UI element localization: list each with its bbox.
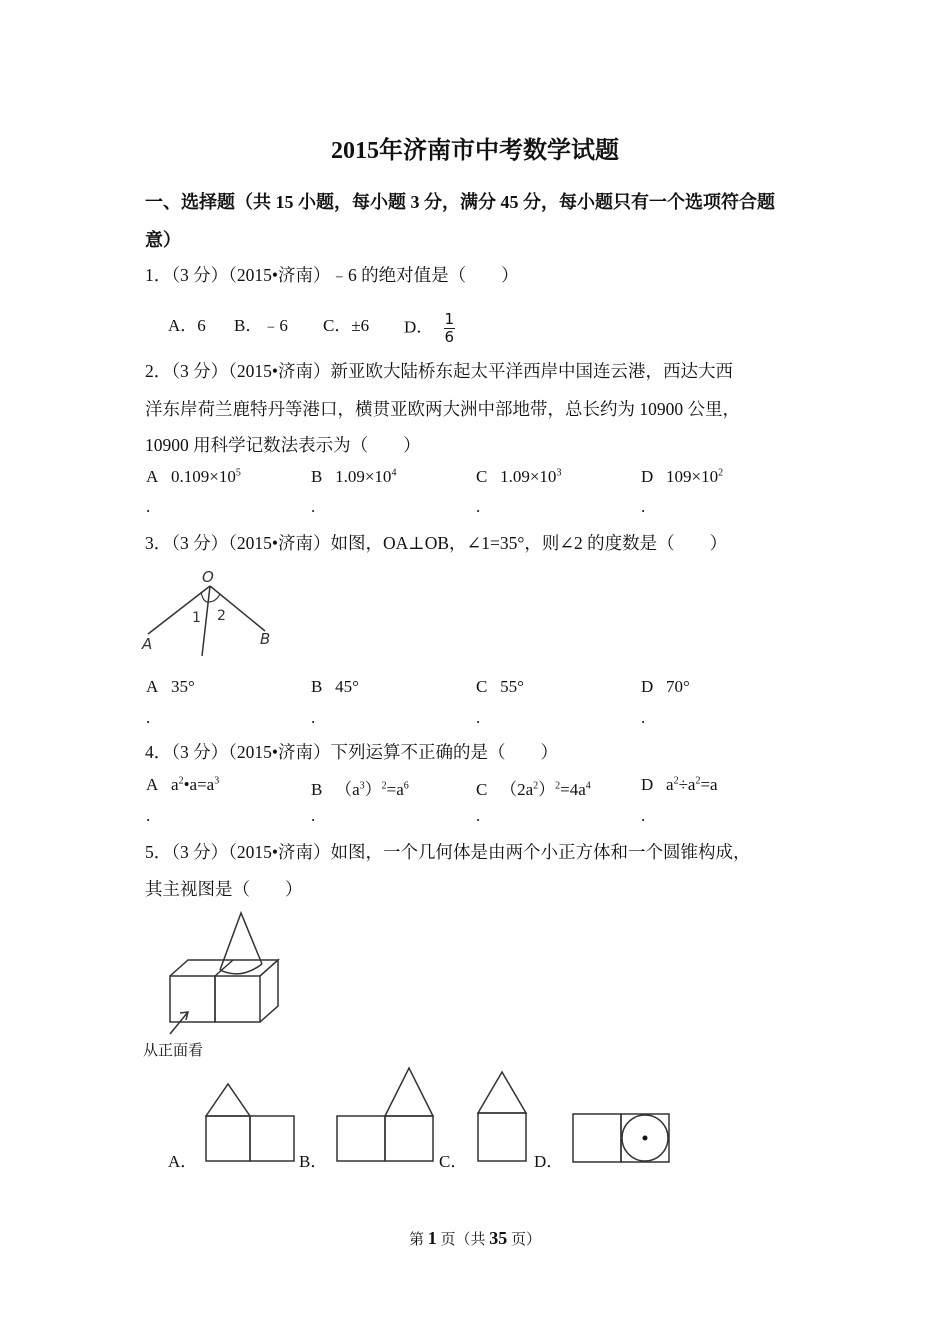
q4-c-part: =4a bbox=[560, 780, 586, 799]
q2-option-b-letter: B bbox=[311, 467, 323, 486]
cube-left-front bbox=[170, 976, 215, 1022]
q2-option-c-letter: C bbox=[476, 467, 488, 486]
triangle-top bbox=[478, 1072, 526, 1113]
question-4-text: 4．（3 分）（2015•济南）下列运算不正确的是（ ） bbox=[145, 742, 559, 762]
q4-c-part: ） bbox=[538, 780, 556, 799]
triangle-top bbox=[206, 1084, 250, 1116]
label-angle-2: 2 bbox=[217, 608, 226, 624]
cone-sides bbox=[220, 913, 262, 970]
page-footer bbox=[0, 1228, 950, 1249]
q3-option-c bbox=[476, 677, 524, 697]
question-3-text: 3．（3 分）（2015•济南）如图，OA⊥OB，∠1=35°，则∠2 的度数是（ ） bbox=[145, 533, 728, 553]
q3-option-a-value: 35° bbox=[171, 677, 195, 696]
q4-d-part: a bbox=[666, 775, 674, 794]
view-arrow-line bbox=[170, 1012, 188, 1034]
q4-option-c bbox=[476, 775, 591, 800]
footer-total-pages: 35 bbox=[489, 1228, 508, 1248]
q5-option-c-figure bbox=[476, 1070, 530, 1164]
triangle-top bbox=[385, 1068, 433, 1116]
q1-option-d-fraction bbox=[444, 311, 456, 346]
q4-d-part: =a bbox=[700, 775, 718, 794]
q2-option-c-base: 1.09×10 bbox=[500, 467, 557, 486]
center-dot bbox=[643, 1136, 648, 1141]
q4-b-exp: 3 bbox=[359, 780, 365, 792]
q4-option-d-letter: D bbox=[641, 775, 654, 794]
q5-option-d-label: D． bbox=[534, 1152, 564, 1171]
angle-1-arc bbox=[201, 592, 208, 602]
q3-option-b-letter: B bbox=[311, 677, 323, 696]
q3-option-c-letter: C bbox=[476, 677, 488, 696]
q4-c-exp: 2 bbox=[533, 780, 539, 792]
label-a: A bbox=[142, 635, 153, 653]
q2-option-c-exp: 3 bbox=[556, 467, 562, 479]
q2-option-b bbox=[311, 467, 396, 487]
q5-option-b-figure bbox=[336, 1066, 436, 1164]
square-left bbox=[337, 1116, 385, 1161]
q4-option-a bbox=[146, 775, 219, 795]
q3-option-d-letter: D bbox=[641, 677, 654, 696]
fraction-denominator: 6 bbox=[444, 328, 455, 346]
question-1-text: 1．（3 分）（2015•济南）﹣6 的绝对值是（ ） bbox=[145, 265, 519, 285]
square-right bbox=[250, 1116, 294, 1161]
footer-middle: 页（共 bbox=[436, 1232, 490, 1248]
q2-option-d-dot: . bbox=[641, 497, 646, 516]
q2-option-b-dot: . bbox=[311, 497, 316, 516]
q3-option-b-dot: . bbox=[311, 708, 316, 727]
q2-option-c bbox=[476, 467, 561, 487]
q5-option-c-label: C． bbox=[439, 1152, 468, 1171]
q4-c-part: （2a bbox=[500, 780, 534, 799]
q4-a-part: •a=a bbox=[183, 775, 215, 794]
q3-option-b-value: 45° bbox=[335, 677, 359, 696]
angle-2-arc bbox=[208, 594, 220, 602]
cube-right-front bbox=[215, 976, 260, 1022]
question-2-line1: 2．（3 分）（2015•济南）新亚欧大陆桥东起太平洋西岸中国连云港，西达大西 bbox=[145, 361, 733, 381]
q4-option-c-letter: C bbox=[476, 780, 488, 799]
question-2-line2: 洋东岸荷兰鹿特丹等港口，横贯亚欧两大洲中部地带，总长约为 10900 公里， bbox=[145, 399, 740, 419]
section-header-line2: 意） bbox=[145, 230, 181, 250]
q3-option-d-value: 70° bbox=[666, 677, 690, 696]
q4-b-exp: 6 bbox=[403, 780, 409, 792]
q4-d-part: ÷a bbox=[678, 775, 696, 794]
q2-option-a-base: 0.109×10 bbox=[171, 467, 236, 486]
q4-option-c-dot: . bbox=[476, 806, 481, 825]
q4-a-exp: 3 bbox=[214, 775, 220, 787]
q1-option-d-label: D． bbox=[404, 317, 434, 337]
square-left bbox=[573, 1114, 621, 1162]
footer-prefix: 第 bbox=[408, 1232, 428, 1248]
question-5-line1: 5．（3 分）（2015•济南）如图，一个几何体是由两个小正方体和一个圆锥构成， bbox=[145, 842, 751, 862]
page-title: 2015年济南市中考数学试题 bbox=[331, 138, 619, 164]
q3-option-c-dot: . bbox=[476, 708, 481, 727]
q4-d-exp: 2 bbox=[695, 775, 701, 787]
q2-option-d-letter: D bbox=[641, 467, 654, 486]
q2-option-d-exp: 2 bbox=[718, 467, 724, 479]
q3-option-b bbox=[311, 677, 359, 697]
q1-option-c: C．±6 bbox=[323, 316, 370, 335]
cube-side-face bbox=[260, 960, 278, 1022]
footer-suffix: 页） bbox=[507, 1232, 542, 1248]
q4-b-exp: 2 bbox=[381, 780, 387, 792]
label-b: B bbox=[260, 630, 271, 648]
q2-option-a-dot: . bbox=[146, 497, 151, 516]
q4-option-a-dot: . bbox=[146, 806, 151, 825]
q1-option-a: A．6 bbox=[168, 316, 206, 335]
q1-option-b: B．﹣6 bbox=[234, 316, 288, 335]
square-left bbox=[206, 1116, 250, 1161]
q3-option-d bbox=[641, 677, 690, 697]
section-header-line1: 一、选择题（共 15 小题，每小题 3 分，满分 45 分，每小题只有一个选项符合题 bbox=[145, 192, 775, 212]
footer-page-number: 1 bbox=[427, 1228, 437, 1248]
q5-figure-caption: 从正面看 bbox=[143, 1041, 204, 1059]
q4-option-a-letter: A bbox=[146, 775, 159, 794]
q4-b-part: =a bbox=[386, 780, 404, 799]
q4-c-exp: 2 bbox=[555, 780, 561, 792]
square-right bbox=[385, 1116, 433, 1161]
q2-option-a-letter: A bbox=[146, 467, 159, 486]
q4-option-d-dot: . bbox=[641, 806, 646, 825]
q1-option-d bbox=[404, 311, 455, 346]
q4-option-b-dot: . bbox=[311, 806, 316, 825]
question-2-line3: 10900 用科学记数法表示为（ ） bbox=[145, 435, 421, 455]
q4-b-part: （a bbox=[335, 780, 360, 799]
q4-a-part: a bbox=[171, 775, 179, 794]
label-o: O bbox=[202, 568, 214, 586]
q2-option-d bbox=[641, 467, 723, 487]
q3-option-c-value: 55° bbox=[500, 677, 524, 696]
q4-b-part: ） bbox=[364, 780, 382, 799]
q2-option-a bbox=[146, 467, 241, 487]
q3-option-d-dot: . bbox=[641, 708, 646, 727]
q4-a-exp: 2 bbox=[178, 775, 184, 787]
ray-oc bbox=[202, 586, 210, 656]
question-5-line2: 其主视图是（ ） bbox=[145, 879, 303, 899]
q2-option-d-base: 109×10 bbox=[666, 467, 719, 486]
q4-option-b-letter: B bbox=[311, 780, 323, 799]
q4-option-d bbox=[641, 775, 718, 795]
square bbox=[478, 1113, 526, 1161]
fraction-numerator: 1 bbox=[444, 310, 455, 328]
q2-option-c-dot: . bbox=[476, 497, 481, 516]
q2-option-b-base: 1.09×10 bbox=[335, 467, 392, 486]
q3-option-a-letter: A bbox=[146, 677, 159, 696]
q5-option-b-label: B． bbox=[299, 1152, 328, 1171]
q4-d-exp: 2 bbox=[673, 775, 679, 787]
label-angle-1: 1 bbox=[192, 610, 201, 626]
q2-option-b-exp: 4 bbox=[391, 467, 397, 479]
q5-option-a-figure bbox=[205, 1080, 297, 1164]
q4-c-exp: 4 bbox=[585, 780, 591, 792]
q4-option-b bbox=[311, 775, 409, 800]
q3-option-a bbox=[146, 677, 195, 697]
q5-option-a-label: A． bbox=[168, 1152, 198, 1171]
q5-solid-figure bbox=[140, 906, 290, 1046]
q3-option-a-dot: . bbox=[146, 708, 151, 727]
q2-option-a-exp: 5 bbox=[235, 467, 241, 479]
q3-angle-figure bbox=[140, 566, 290, 662]
q5-option-d-figure bbox=[572, 1112, 672, 1164]
